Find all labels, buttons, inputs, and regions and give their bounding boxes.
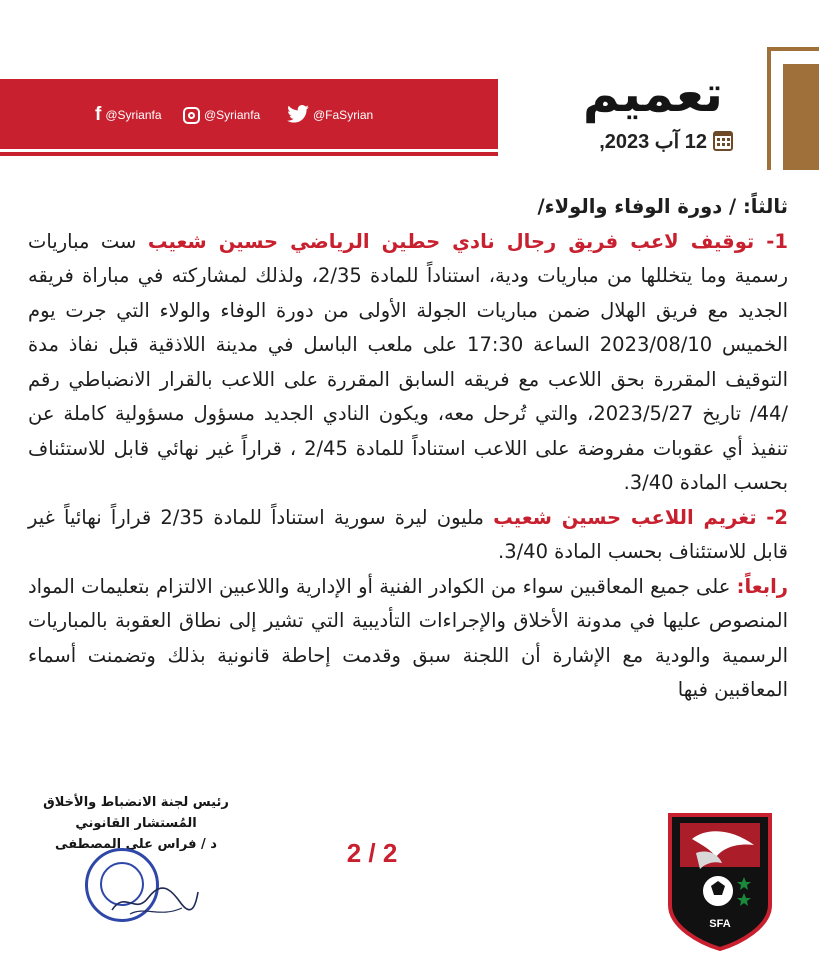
item2-paragraph (28, 501, 788, 570)
circular-body (28, 190, 788, 708)
signature-block (28, 792, 244, 855)
twitter-icon (287, 105, 309, 126)
item2-prefix: 2- تغريم اللاعب حسين شعيب (493, 505, 788, 529)
twitter-handle: @FaSyrian (313, 108, 374, 122)
section4-paragraph (28, 570, 788, 708)
item1-prefix: 1- توقيف لاعب فريق رجال نادي حطين الرياضي حسين شعيب (147, 229, 788, 253)
item2-text: مليون ليرة سورية استناداً للمادة 2/35 قراراً نهائياً غير قابل للاستئناف بحسب المادة 3/40. (28, 505, 788, 563)
date-text: 12 آب 2023, (599, 130, 707, 153)
banner-underline (0, 152, 498, 156)
section4-text: على جميع المعاقبين سواء من الكوادر الفنية أو الإدارية واللاعبين الالتزام بتعليمات المواد المنصوص عليها في مدونة الأخلاق والإجراءات التأديبية التي تشير إلى نطاق العقوبة بالمباريات الرسمية والودية مع الإشارة أن اللجنة سبق وقدمت إحاطة قانونية بذلك وتضمنت أسماء المعاقبين فيها (28, 574, 788, 701)
calendar-icon (713, 131, 733, 151)
facebook-link[interactable] (95, 80, 162, 150)
facebook-icon: f (95, 104, 102, 125)
page-title: تعميم (582, 65, 723, 123)
corner-fill-decoration (783, 64, 819, 170)
section3-heading: ثالثاً: / دورة الوفاء والولاء/ (537, 195, 788, 218)
handwritten-signature (110, 880, 200, 920)
instagram-icon (183, 107, 200, 124)
item1-text: ست مباريات رسمية وما يتخللها من مباريات ودية، استناداً للمادة 2/35، ولذلك لمشاركته في مباراة فريقه الجديد مع فريق الهلال ضمن مباريات الجولة الأولى من دورة الوفاء والولاء التي جرت يوم الخميس 2023/08/10 الساعة 17:30 على ملعب الباسل في مدينة اللاذقية قبل نفاذ مدة التوقيف المقررة بحق اللاعب مع فريقه السابق المقررة على اللاعب بالقرار الانضباطي رقم /44/ تاريخ 2023/5/27، والتي تُرحل معه، ويكون النادي الجديد مسؤول مسؤولية كاملة عن تنفيذ أي عقوبات مفروضة على اللاعب استناداً للمادة 2/45 ، قراراً غير نهائي قابل للاستئناف بحسب المادة 3/40. (28, 229, 789, 494)
instagram-link[interactable] (183, 80, 260, 150)
instagram-handle: @Syrianfa (204, 108, 261, 122)
section4-label: رابعاً: (736, 574, 788, 598)
page-number: 2 / 2 (346, 838, 398, 868)
sfa-logo (662, 809, 778, 951)
signature-role: المُستشار القانوني (75, 816, 197, 831)
logo-label: SFA (709, 918, 731, 930)
item1-paragraph (28, 225, 788, 501)
twitter-link[interactable] (287, 80, 373, 150)
signature-title: رئيس لجنة الانضباط والأخلاق (43, 795, 229, 810)
signature-name: د / فراس علي المصطفى (55, 837, 217, 852)
date-row (585, 126, 733, 156)
facebook-handle: @Syrianfa (105, 108, 162, 122)
